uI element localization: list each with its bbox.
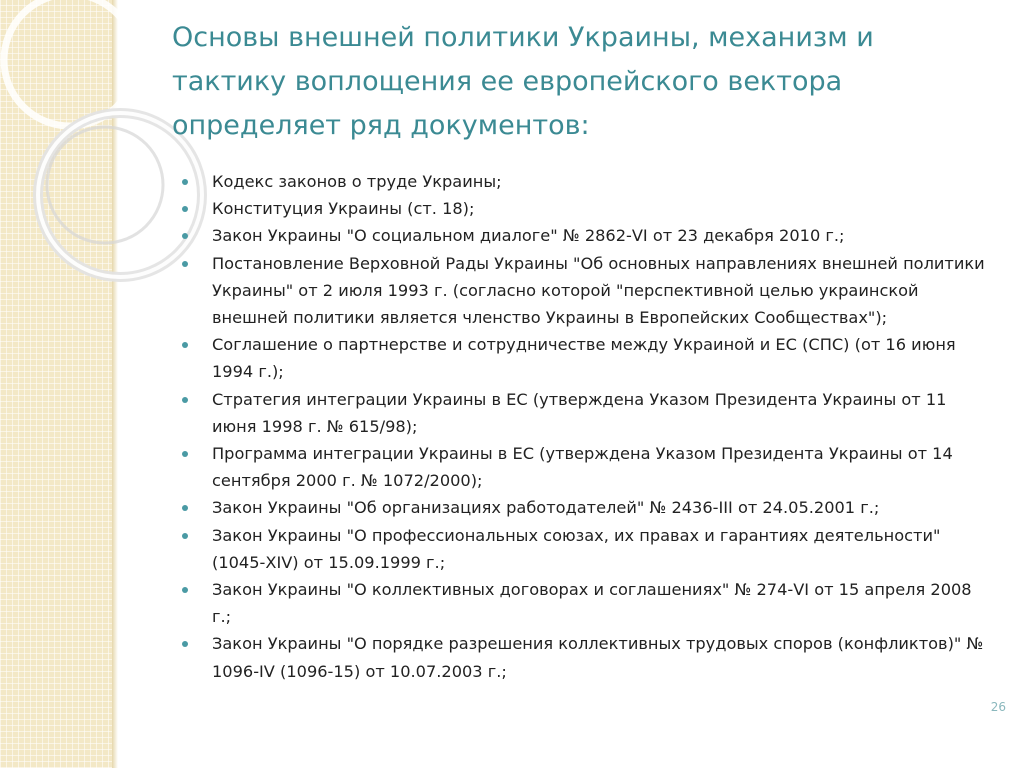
list-item-text: Кодекс законов о труде Украины; xyxy=(212,172,502,191)
list-item xyxy=(182,576,990,630)
documents-list xyxy=(182,168,990,685)
list-item xyxy=(182,386,990,440)
list-item-text: Закон Украины "О социальном диалоге" № 2862-VI от 23 декабря 2010 г.; xyxy=(212,226,845,246)
list-item-text: Закон Украины "О коллективных договорах и соглашениях" № 274-VI от 15 апреля 2008 г.; xyxy=(212,580,972,627)
list-item xyxy=(182,222,990,249)
list-item-text: Соглашение о партнерстве и сотрудничестве между Украиной и ЕС (СПС) (от 16 июня 1994 г.); xyxy=(212,335,956,382)
bullet-icon xyxy=(182,233,188,239)
bullet-icon xyxy=(182,397,188,403)
bullet-icon xyxy=(182,533,188,539)
bullet-icon xyxy=(182,261,188,267)
bullet-icon xyxy=(182,587,188,593)
bullet-icon xyxy=(182,206,188,212)
bullet-icon xyxy=(182,179,188,185)
list-item-text: Программа интеграции Украины в ЕС (утверждена Указом Президента Украины от 14 сентября 2000 г. № 1072/2000); xyxy=(212,444,953,491)
list-item xyxy=(182,522,990,576)
list-item-text: Конституция Украины (ст. 18); xyxy=(212,199,475,219)
list-item xyxy=(182,331,990,385)
list-item-text: Постановление Верховной Рады Украины "Об основных направлениях внешней политики Украины" от 2 июля 1993 г. (согласно которой "перспективной целью украинской внешней политики является членство Украины в Европейских Сообществах"); xyxy=(212,253,985,328)
page-number: 26 xyxy=(990,700,1006,714)
slide-title: Основы внешней политики Украины, механизм и тактику воплощения ее европейского вектора определяет ряд документов: xyxy=(172,22,874,141)
list-item-text: Стратегия интеграции Украины в ЕС (утверждена Указом Президента Украины от 11 июня 1998 г. № 615/98); xyxy=(212,389,947,436)
list-item-text: Закон Украины "О профессиональных союзах, их правах и гарантиях деятельности" (1045-XIV) от 15.09.1999 г.; xyxy=(212,525,941,572)
bullet-icon xyxy=(182,641,188,647)
list-item xyxy=(182,630,990,684)
list-item xyxy=(182,440,990,494)
list-item xyxy=(182,494,990,521)
list-item-text: Закон Украины "Об организациях работодателей" № 2436-III от 24.05.2001 г.; xyxy=(212,498,880,518)
list-item-text: Закон Украины "О порядке разрешения коллективных трудовых споров (конфликтов)" № 1096-IV (1096-15) от 10.07.2003 г.; xyxy=(212,634,984,681)
bullet-icon xyxy=(182,505,188,511)
list-item xyxy=(182,195,990,222)
bullet-icon xyxy=(182,451,188,457)
list-item xyxy=(182,250,990,332)
bullet-icon xyxy=(182,342,188,348)
list-item xyxy=(182,168,990,195)
